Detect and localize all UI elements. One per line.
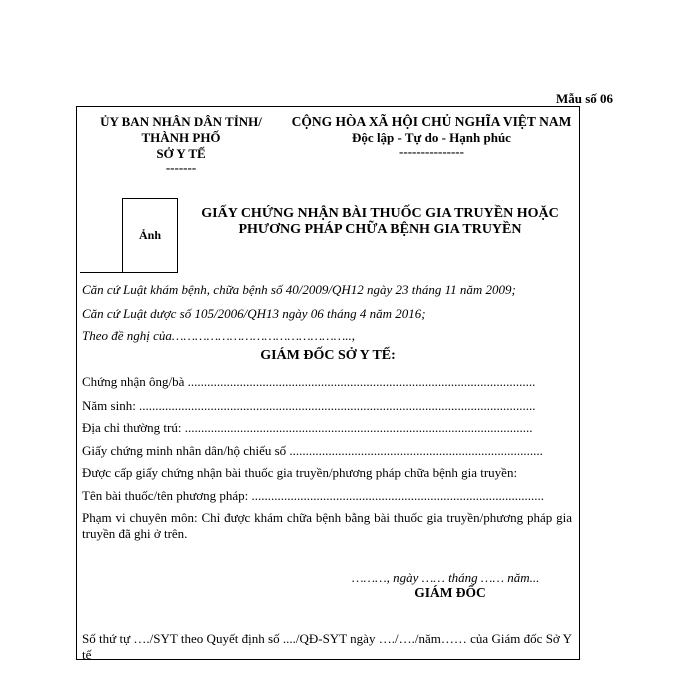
form-number: Mẫu số 06 — [556, 91, 614, 106]
motto-divider: --------------- — [399, 144, 464, 159]
scope-of-practice: Phạm vi chuyên môn: Chỉ được khám chữa bệnh bằng bài thuốc gia truyền/phương pháp gia truyền đã ghi ở trên. — [82, 510, 572, 541]
document-title — [186, 206, 574, 238]
director-heading: GIÁM ĐỐC SỞ Y TẾ: — [260, 348, 396, 363]
title-line-2: PHƯƠNG PHÁP CHỮA BỆNH GIA TRUYỀN — [238, 222, 522, 237]
issuing-authority — [86, 114, 276, 162]
photo-underline — [80, 272, 122, 273]
national-motto: Độc lập - Tự do - Hạnh phúc — [352, 130, 511, 145]
national-header — [284, 114, 579, 146]
proposal-line: Theo đề nghị của……………………………………….., — [82, 328, 356, 343]
photo-label: Ảnh — [138, 228, 161, 242]
field-remedy-name: Tên bài thuốc/tên phương pháp: .......................................................................................... — [82, 488, 545, 503]
authority-line-3: SỞ Y TẾ — [156, 146, 206, 161]
field-birth-year: Năm sinh: .......................................................................................................................... — [82, 398, 536, 413]
registration-footer: Số thứ tự …./SYT theo Quyết định số ..../QĐ-SYT ngày …./…./năm…… của Giám đốc Sở Y tế — [82, 631, 572, 662]
legal-basis-1: Căn cứ Luật khám bệnh, chữa bệnh số 40/2009/QH12 ngày 23 tháng 11 năm 2009; — [82, 282, 516, 297]
national-title: CỘNG HÒA XÃ HỘI CHỦ NGHĨA VIỆT NAM — [291, 114, 572, 129]
field-id-number: Giấy chứng minh nhân dân/hộ chiếu số .............................................................................. — [82, 443, 543, 458]
field-address: Địa chỉ thường trú: ........................................................................................................... — [82, 420, 533, 435]
photo-box — [122, 198, 178, 273]
authority-divider: ------- — [165, 160, 197, 175]
authority-line-2: THÀNH PHỐ — [141, 130, 221, 145]
date-line: ………, ngày …… tháng …… năm... — [352, 570, 540, 585]
title-line-1: GIẤY CHỨNG NHẬN BÀI THUỐC GIA TRUYỀN HOẶC — [201, 206, 559, 221]
authority-line-1: ỦY BAN NHÂN DÂN TỈNH/ — [100, 114, 262, 129]
field-holder-name: Chứng nhận ông/bà ........................................................................................................... — [82, 374, 536, 389]
field-granted: Được cấp giấy chứng nhận bài thuốc gia truyền/phương pháp chữa bệnh gia truyền: — [82, 465, 518, 480]
legal-basis-2: Căn cứ Luật dược số 105/2006/QH13 ngày 06 tháng 4 năm 2016; — [82, 306, 426, 321]
signature-title: GIÁM ĐỐC — [414, 585, 486, 600]
